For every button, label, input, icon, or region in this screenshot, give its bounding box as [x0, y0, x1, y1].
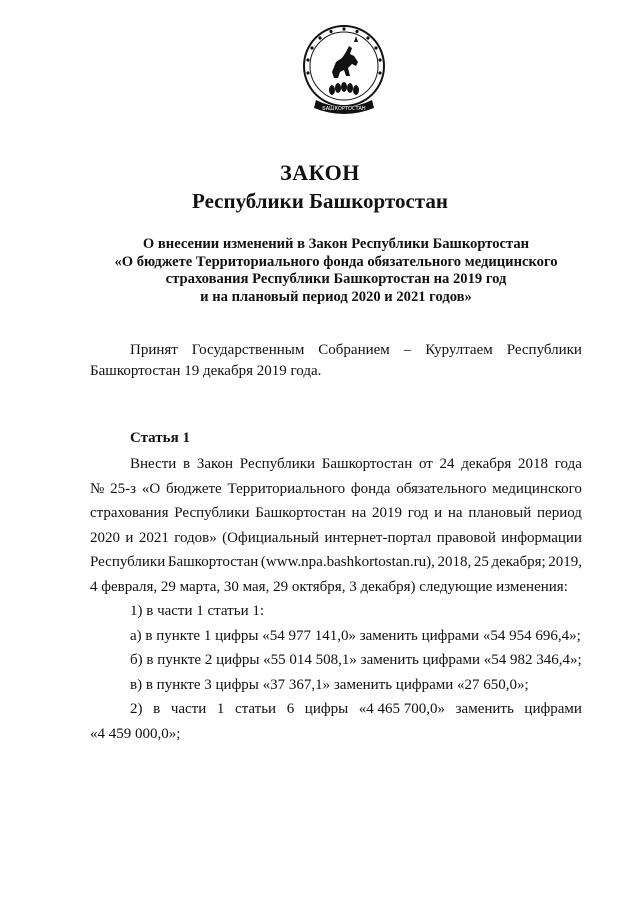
article-word: «4 465 700,0» [358, 701, 446, 717]
document-subtitle: Республики Башкортостан [192, 189, 448, 213]
article-word: 2) [130, 701, 143, 717]
heading-line: страхования Республики Башкортостан на 2019 год [165, 271, 507, 287]
article-word: декабря; [491, 554, 546, 570]
bashkortostan-coat-of-arms-icon [302, 22, 386, 118]
article-line [90, 697, 582, 722]
article-word: статьи [234, 701, 277, 717]
article-word: правовой [436, 529, 496, 546]
article-word: цифры [304, 701, 349, 717]
article-line [90, 501, 582, 526]
article-word: Закон [196, 456, 234, 472]
article-word: 2019, [548, 554, 582, 570]
document-title: ЗАКОН [280, 160, 360, 185]
adoption-line-2: Башкортостан 19 декабря 2019 года. [90, 362, 322, 379]
article-word: медицинского [492, 480, 582, 497]
article-word: (Официальный [222, 529, 320, 546]
article-word: Республики [174, 505, 250, 521]
article-word: интернет-портал [324, 529, 432, 546]
article-word: и [434, 505, 443, 521]
article-word: 2018 [518, 456, 549, 472]
adoption-word: Принят [130, 342, 178, 358]
adoption-note [90, 340, 582, 381]
article-word: заменить [455, 701, 514, 717]
article-word: года [554, 456, 582, 472]
article-word: на [447, 505, 463, 521]
article-word: страхования [90, 505, 169, 521]
article-word: 25-з [110, 480, 137, 497]
article-line: а) в пункте 1 цифры «54 977 141,0» заменить цифрами «54 954 696,4»; [130, 627, 581, 644]
article-word: 25 [473, 554, 489, 570]
article-word: декабря [461, 456, 512, 472]
heading-line: «О бюджете Территориального фонда обязательного медицинского [114, 253, 558, 270]
article-word: на [351, 505, 367, 521]
article-word: Республики [239, 456, 316, 472]
article-word: 2020 [90, 529, 120, 546]
adoption-word: Курултаем [425, 342, 493, 358]
article-word: 24 [439, 456, 455, 472]
article-word: информации [501, 529, 582, 546]
article-line: в) в пункте 3 цифры «37 367,1» заменить цифрами «27 650,0»; [130, 676, 529, 693]
article-word: 2021 [138, 529, 169, 546]
law-heading [90, 236, 582, 306]
article-word: части [170, 701, 207, 717]
adoption-word: Государственным [191, 342, 305, 358]
article-line: 4 февраля, 29 марта, 30 мая, 29 октября, 3 декабря) следующие изменения: [90, 578, 568, 595]
adoption-word: Собранием [318, 342, 390, 358]
article-word: в [153, 701, 161, 717]
article-word: цифрами [524, 701, 582, 717]
article-word: год [407, 505, 429, 521]
article-word: фонда [350, 480, 391, 497]
article-word: бюджете [165, 480, 222, 497]
article-word: от [418, 456, 433, 472]
article-line: «4 459 000,0»; [90, 725, 181, 742]
adoption-word: Республики [506, 342, 582, 358]
article-word: 2018, [437, 554, 472, 570]
adoption-word: – [403, 342, 412, 358]
article-word: «О [141, 480, 161, 497]
article-word: 6 [286, 701, 295, 717]
article-line: б) в пункте 2 цифры «55 014 508,1» заменить цифрами «54 982 346,4»; [130, 652, 582, 668]
heading-line: О внесении изменений в Закон Республики Башкортостан [142, 236, 530, 252]
article-word: 1 [216, 701, 225, 717]
article-word: Территориального [227, 480, 346, 497]
article-line [90, 550, 582, 575]
article-word: обязательного [396, 480, 487, 497]
article-word: Башкортостан [167, 554, 259, 570]
article-line [90, 477, 582, 502]
emblem-ribbon-text: БАШКОРТОСТАН [322, 106, 366, 112]
article-word: плановый [468, 505, 532, 521]
article-word: в [183, 456, 191, 472]
article-line [90, 452, 582, 477]
article-word: № [90, 480, 105, 497]
article-word: Башкортостан [255, 505, 346, 521]
article-word: годов» [174, 529, 217, 546]
article-word: Внести [130, 456, 177, 472]
article-word: и [125, 529, 134, 546]
article-word: 2019 [372, 505, 403, 521]
article-title: Статья 1 [130, 430, 190, 446]
article-line [90, 526, 582, 551]
article-word: период [537, 505, 582, 521]
article-word: Республики [90, 554, 166, 570]
article-line: 1) в части 1 статьи 1: [130, 603, 265, 619]
article-body [90, 452, 582, 746]
article-word: (www.npa.bashkortostan.ru), [260, 554, 435, 570]
heading-line: и на плановый период 2020 и 2021 годов» [200, 288, 472, 305]
adoption-line-1 [90, 340, 582, 361]
article-word: Башкортостан [321, 456, 413, 472]
